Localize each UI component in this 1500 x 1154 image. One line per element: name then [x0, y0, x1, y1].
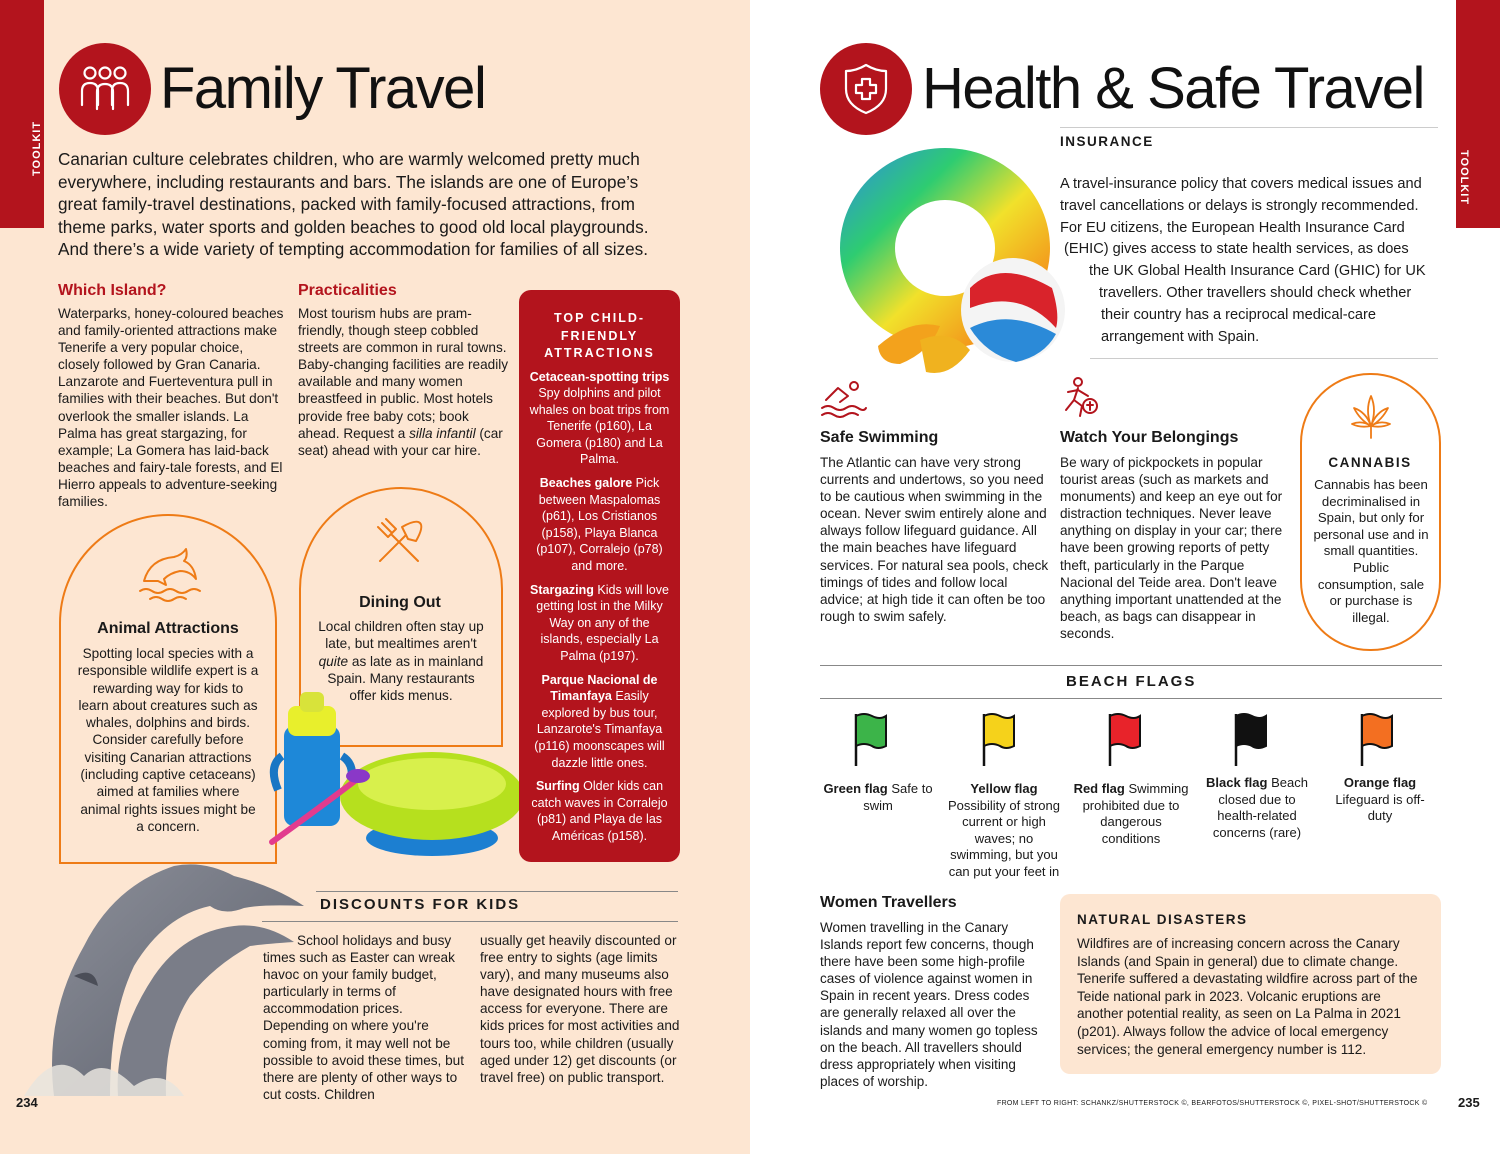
- dining-out-title: Dining Out: [359, 594, 441, 611]
- discounts-rule-top: [316, 891, 678, 892]
- flag-text: Safe to swim: [863, 781, 933, 813]
- flag-name: Red flag: [1073, 781, 1125, 796]
- beach-flags-heading: BEACH FLAGS: [1066, 673, 1197, 690]
- attraction-name: Surfing: [535, 779, 580, 794]
- page-title: Health & Safe Travel: [922, 56, 1424, 121]
- discounts-rule: [262, 921, 678, 922]
- attraction-text: Older kids can catch waves in Corralejo (p81) and Playa de las Américas (p158).: [531, 779, 668, 843]
- practicalities-text-end: (car seat) ahead with your car hire.: [298, 425, 503, 458]
- orange-flag-caption: [1330, 775, 1430, 825]
- dolphin-icon: [130, 545, 210, 605]
- flag-text: Beach closed due to health-related concerns (rare): [1212, 775, 1308, 840]
- attraction-text: Kids will love getting lost in the Milky Way on any of the islands, especially La Palma (p197).: [536, 582, 669, 663]
- insurance-line: travel cancellations or delays is strongly recommended.: [1060, 197, 1419, 214]
- insurance-line: arrangement with Spain.: [1101, 328, 1260, 345]
- flag-text: Lifeguard is off-duty: [1335, 791, 1425, 823]
- flag-name: Orange flag: [1343, 775, 1417, 790]
- animal-attractions-title: Animal Attractions: [97, 620, 239, 637]
- black-flag-icon: [1230, 712, 1270, 768]
- belongings-body: Be wary of pickpockets in popular tourist areas (such as markets and monuments) and keep an eye out for distraction techniques. Never leave anything on display in your car; there have been growing reports of petty theft, particularly in the Parque Nacional del Teide area. Don't leave anything important unattended at the beach, as bags can disappear in seconds.: [1060, 455, 1283, 641]
- insurance-line: (EHIC) gives access to state health services, as does: [1064, 241, 1409, 258]
- natural-disasters-box: [1060, 894, 1441, 1074]
- belongings-heading: Watch Your Belongings: [1060, 429, 1239, 446]
- photo-credits: FROM LEFT TO RIGHT: SCHANKZ/SHUTTERSTOCK ©, BEARFOTOS/SHUTTERSTOCK ©, PIXEL-SHOT/SHUTTERSTOCK ©: [997, 1100, 1428, 1107]
- attraction-text: Easily explored by bus tour, Lanzarote's Timanfaya (p116) moonscapes will dazzle little ones.: [534, 689, 665, 770]
- practicalities-italic: silla infantil: [409, 425, 476, 441]
- flag-name: Yellow flag: [970, 781, 1038, 796]
- attraction-item: [527, 475, 672, 575]
- natural-disasters-heading: NATURAL DISASTERS: [1077, 912, 1248, 927]
- which-island-heading: Which Island?: [58, 282, 167, 299]
- flag-text: Swimming prohibited due to dangerous conditions: [1082, 781, 1189, 846]
- intro-paragraph: Canarian culture celebrates children, who are warmly welcomed pretty much everywhere, including restaurants and bars. The islands are one of Europe’s great family-travel destinations, packed with family-focused attractions, from theme parks, water sports and golden beaches to good old local playgrounds. And there’s a wide variety of tempting accommodation for families of all sizes.: [58, 149, 649, 260]
- insurance-line: For EU citizens, the European Health Insurance Card: [1060, 219, 1405, 236]
- toolkit-tab-label: TOOLKIT: [31, 120, 43, 176]
- top-attractions-box: [519, 290, 680, 862]
- cannabis-heading: CANNABIS: [1328, 455, 1412, 470]
- discounts-col2: usually get heavily discounted or free entry to sights (age limits vary), and many museums also have designated hours with free access for everyone. There are kids prices for most activities and tours too, while children (usually aged under 12) get discounts (or travel free) on public transport.: [480, 933, 680, 1085]
- attraction-name: Parque Nacional de Timanfaya: [541, 672, 658, 704]
- cannabis-leaf-icon: [1348, 392, 1394, 440]
- attraction-name: Cetacean-spotting trips: [529, 369, 670, 384]
- toolkit-tab-label: TOOLKIT: [1458, 150, 1470, 206]
- insurance-line: travellers. Other travellers should check whether: [1099, 284, 1412, 301]
- women-travellers-heading: Women Travellers: [820, 894, 957, 911]
- swim-ring-image: [830, 138, 1075, 393]
- flag-name: Green flag: [823, 781, 888, 796]
- flag-text: Possibility of strong current or high waves; no swimming, but you can put your feet in: [948, 797, 1060, 879]
- red-flag-icon: [1104, 712, 1144, 768]
- insurance-line: the UK Global Health Insurance Card (GHIC) for UK: [1089, 263, 1426, 280]
- dining-text: Local children often stay up late, but mealtimes aren't: [318, 619, 484, 652]
- attraction-item: [527, 582, 672, 665]
- page-number-right: 235: [1458, 1095, 1480, 1110]
- swimmer-icon: [820, 378, 868, 418]
- family-icon: [59, 43, 151, 135]
- practicalities-text: Most tourism hubs are pram-friendly, though steep cobbled streets are common in rural towns. Baby-changing facilities are readily available and many women breastfeed in public. Most hotels provide free baby cots; book ahead. Request a: [298, 306, 509, 441]
- red-flag-caption: [1070, 781, 1192, 847]
- attraction-text: Spy dolphins and pilot whales on boat trips from Tenerife (p160), La Gomera (p180) and La Palma.: [529, 386, 670, 467]
- insurance-heading: INSURANCE: [1060, 134, 1154, 149]
- health-shield-icon: [820, 43, 912, 135]
- kids-tableware-image: [262, 686, 532, 866]
- natural-disasters-body: Wildfires are of increasing concern across the Canary Islands (and Spain in general) due to climate change. Tenerife suffered a devastating wildfire across part of the Teide national park in 2023. Volcanic eruptions are another potential reality, as seen on La Palma in 2021 (p201). Always follow the advice of local emergency services; the general emergency number is 112.: [1077, 936, 1418, 1057]
- discounts-col1: School holidays and busy times such as Easter can wreak havoc on your family budget, particularly in terms of accommodation prices. Depending on where you're coming from, it may well not be possible to avoid these times, but there are plenty of other ways to cut costs. Children: [263, 933, 464, 1102]
- cannabis-body: Cannabis has been decriminalised in Spain, but only for personal use and in small quantities. Public consumption, sale or purchase is illegal.: [1313, 477, 1429, 625]
- attraction-item: [527, 672, 672, 772]
- yellow-flag-caption: [944, 781, 1064, 880]
- orange-flag-icon: [1356, 712, 1396, 768]
- yellow-flag-icon: [978, 712, 1018, 768]
- right-page: [750, 0, 1500, 1154]
- attraction-name: Beaches galore: [539, 476, 633, 491]
- attraction-text: Pick between Maspalomas (p61), Los Cristianos (p158), Playa Blanca (p107), Corralejo (p78) and more.: [536, 476, 663, 574]
- practicalities-body: [298, 305, 510, 459]
- black-flag-caption: [1198, 775, 1316, 841]
- practicalities-heading: Practicalities: [298, 282, 397, 299]
- toolkit-tab-right: [1456, 0, 1500, 228]
- safe-swimming-heading: Safe Swimming: [820, 429, 939, 446]
- green-flag-caption: [822, 781, 934, 814]
- flag-name: Black flag: [1206, 775, 1268, 790]
- attraction-name: Stargazing: [530, 582, 594, 597]
- attraction-item: [527, 778, 672, 844]
- insurance-line: their country has a reciprocal medical-care: [1101, 306, 1376, 323]
- page-title: Family Travel: [160, 56, 486, 121]
- dining-text-end: as late as in mainland Spain. Many restaurants offer kids menus.: [327, 653, 484, 704]
- beach-flags-rule-top: [820, 665, 1442, 666]
- women-travellers-body: Women travelling in the Canary Islands report few concerns, though there have been some high-profile cases of violence against women in Spain in recent years. Dress codes are generally relaxed all over the islands and many women go topless on the beach. All travellers should dress appropriately when visiting places of worship.: [820, 920, 1038, 1089]
- safe-swimming-body: The Atlantic can have very strong currents and undertows, so you need to be cautious when swimming in the ocean. Never swim entirely alone and always follow lifeguard guidance. All the main beaches have lifeguard services. For natural sea pools, check timings of tides and follow local advice; at high tide it can often be too rough to swim safely.: [820, 455, 1049, 624]
- dining-italic: quite: [318, 653, 349, 669]
- beach-flags-rule: [820, 698, 1442, 699]
- cutlery-icon: [372, 515, 428, 571]
- insurance-line: A travel-insurance policy that covers medical issues and: [1060, 176, 1422, 192]
- top-attractions-title: TOP CHILD-FRIENDLY ATTRACTIONS: [544, 311, 655, 360]
- insurance-rule-bottom: [1090, 358, 1438, 359]
- page-number-left: 234: [16, 1095, 38, 1110]
- pickpocket-icon: [1058, 376, 1100, 418]
- toolkit-tab-left: [0, 0, 44, 228]
- discounts-heading: DISCOUNTS FOR KIDS: [320, 896, 521, 913]
- insurance-body: [1060, 174, 1440, 348]
- animal-attractions-body: Spotting local species with a responsible wildlife expert is a rewarding way for kids to learn about creatures such as whales, dolphins and birds. Consider carefully before visiting Canarian attractions (including captive cetaceans) aimed at families where animal rights issues might be a concern.: [77, 646, 259, 834]
- insurance-rule-top: [1060, 127, 1438, 128]
- which-island-body: Waterparks, honey-coloured beaches and family-oriented attractions make Tenerife a very popular choice, closely followed by Gran Canaria. Lanzarote and Fuerteventura pull in families with their beaches. But don't overlook the smaller islands. La Palma has great stargazing, for example; La Gomera has laid-back beaches and fairy-tale forests, and El Hierro appeals to adventure-seeking families.: [58, 306, 284, 510]
- green-flag-icon: [850, 712, 890, 768]
- attraction-item: [527, 369, 672, 469]
